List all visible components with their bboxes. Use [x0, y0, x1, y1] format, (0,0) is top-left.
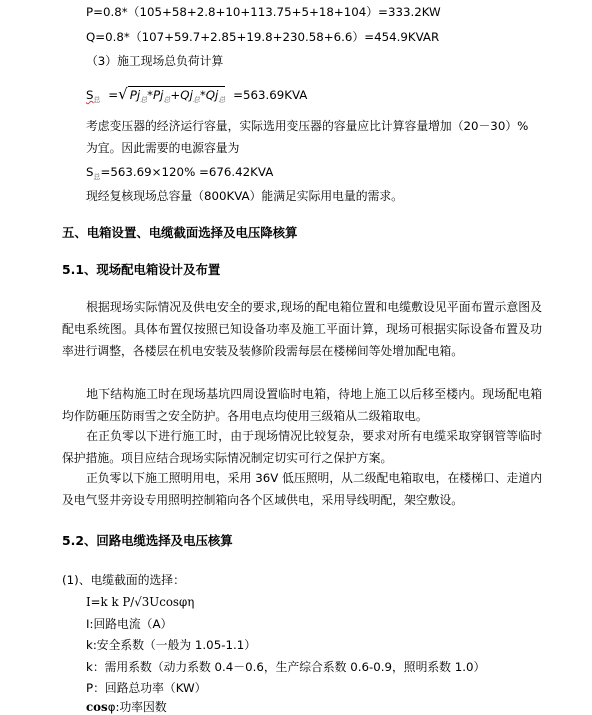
q-formula: Q=0.8*（107+59.7+2.85+19.8+230.58+6.6）=454.9KVAR [86, 30, 440, 44]
paragraph-2: 地下结构施工时在现场基坑四周设置临时电箱，待地上施工以后移至楼内。现场配电箱均作防砸压防雨雪之安全防护。各用电点均使用三级箱从二级箱取电。 [62, 387, 542, 423]
def-current: I:回路电流（A） [86, 617, 173, 631]
sub1-heading: 5.1、现场配电箱设计及布置 [62, 262, 221, 277]
s-total-formula: $S_总$ =√ $Pj_总*Pj_总+Qj_总*Qj_总 =563.69KVA$ [86, 85, 308, 104]
section5-heading: 五、电箱设置、电缆截面选择及电压降核算 [62, 225, 298, 240]
item3-heading: （3）施工现场总负荷计算 [86, 54, 224, 68]
def-power-factor: cosφ:功率因数 [86, 700, 167, 714]
def-safety-factor: k:安全系数（一般为 1.05-1.1） [86, 638, 257, 652]
s-final: $S_总=563.69\times 120\% =676.42KVA$ [86, 165, 274, 181]
sqrt-radicand: $Pj_总*Pj_总+Qj_总*Qj_总$ [129, 88, 226, 104]
paragraph-3: 在正负零以下进行施工时，由于现场情况比较复杂，要求对所有电缆采取穿钢管等临时保护措施。项目应结合现场实际情况制定切实可行之保护方案。 [62, 429, 542, 465]
note-line1: 考虑变压器的经济运行容量，实际选用变压器的容量应比计算容量增加（20－30）% [86, 119, 529, 133]
cable-formula: I=k k P/√3Ucosφη [86, 595, 195, 609]
sub2-heading: 5.2、回路电缆选择及电压核算 [62, 533, 233, 548]
s-result: =563.69KVA [233, 88, 308, 102]
s-subscript: 总 [93, 96, 101, 104]
note-line2: 为宜。因此需要的电源容量为 [86, 141, 240, 155]
def-demand-factor: k：需用系数（动力系数 0.4－0.6，生产综合系数 0.6-0.9，照明系数 1.0） [86, 660, 486, 674]
p-formula: P=0.8*（105+58+2.8+10+113.75+5+18+104）=333.2KW [86, 5, 441, 19]
paragraph-1: 根据现场实际情况及供电安全的要求,现场的配电箱位置和电缆敷设见平面布置示意图及配电系统图。具体布置仅按照已知设备功率及施工平面计算，现场可根据实际设备布置及功率进行调整，各楼层在机电安装及装修阶段需每层在楼梯间等处增加配电箱。 [62, 300, 542, 358]
check-line: 现经复核现场总容量（800KVA）能满足实际用电量的需求。 [86, 189, 403, 203]
paragraph-4: 正负零以下施工照明用电，采用 36V 低压照明，从二级配电箱取电，在楼梯口、走道内及电气竖井旁设专用照明控制箱向各个区域供电，采用导线明配，架空敷设。 [62, 471, 542, 507]
def-power: P：回路总功率（KW） [86, 681, 207, 695]
s-symbol: S [86, 88, 94, 102]
cable-intro: (1)、电缆截面的选择： [62, 573, 185, 587]
